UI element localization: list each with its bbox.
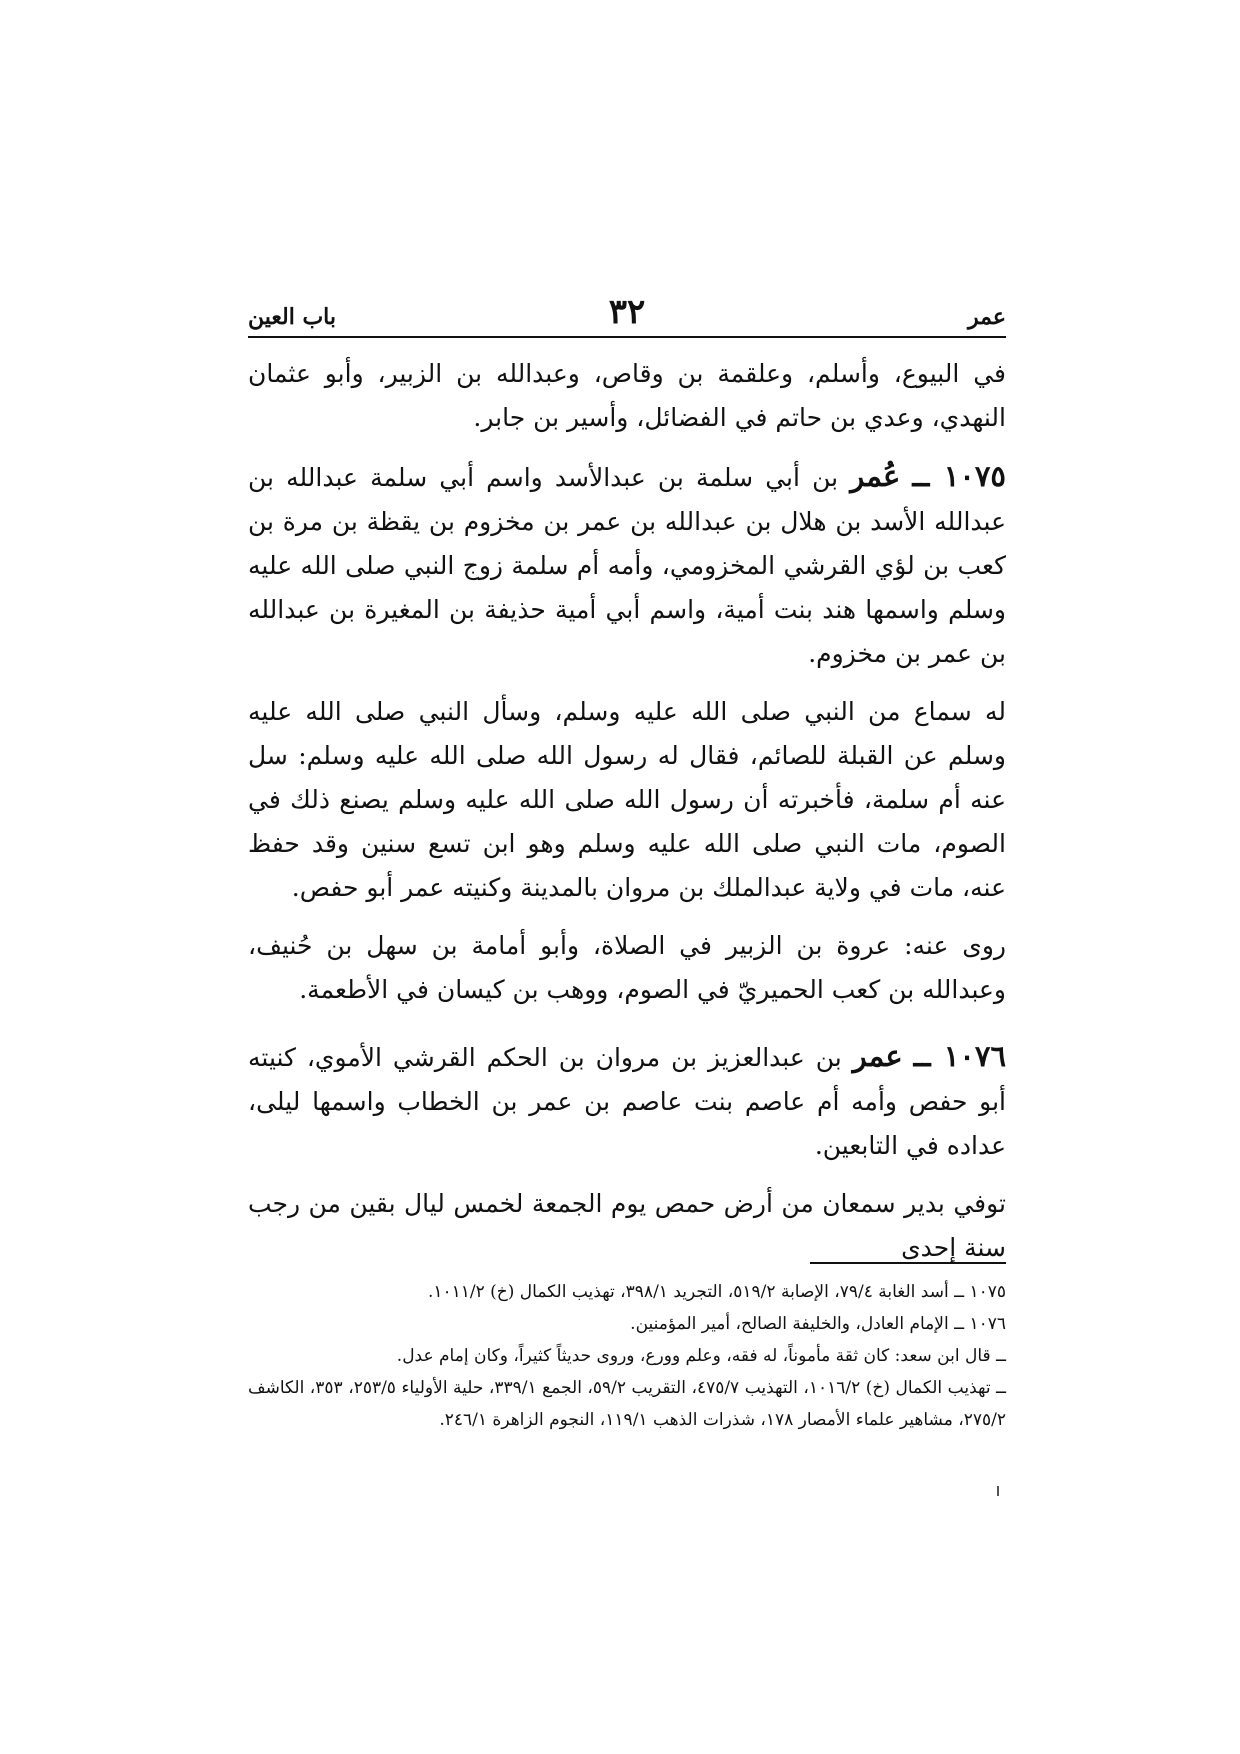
footnote-1076: ١٠٧٦ ــ الإمام العادل، والخليفة الصالح، أمير المؤمنين. — [630, 1314, 1006, 1334]
running-entry-name: عمر — [968, 304, 1006, 330]
running-section-title: باب العين — [248, 304, 337, 330]
entry-text: بن أبي سلمة بن عبدالأسد واسم أبي سلمة عبدالله بن عبدالله الأسد بن هلال بن عبدالله بن عمر بن مخزوم بن يقظة بن مرة بن كعب بن لؤي القرشي المخزومي، وأمه أم سلمة زوج النبي صلى الله عليه وسلم واسمها هند بنت أمية، واسم أبي أمية حذيفة بن المغيرة بن عبدالله بن عمر بن مخزوم. — [248, 463, 1006, 668]
footnote-divider — [810, 1262, 1006, 1264]
footnote-sources: ــ تهذيب الكمال (خ) ١٠١٦/٢، التهذيب ٤٧٥/٧، التقريب ٥٩/٢، الجمع ٣٣٩/١، حلية الأولياء ٢٥٣/٥، ٣٥٣، الكاشف ٢٧٥/٢، مشاهير علماء الأمصار ١٧٨، شذرات الذهب ١١٩/١، النجوم الزاهرة ٢٤٦/١. — [248, 1378, 1007, 1430]
page-header — [248, 282, 1006, 338]
paragraph-biography: له سماع من النبي صلى الله عليه وسلم، وسأل النبي صلى الله عليه وسلم عن القبلة للصائم، فقال له رسول الله صلى الله عليه وسلم: سل عنه أم سلمة، فأخبرته أن رسول الله صلى الله عليه وسلم يصنع ذلك في الصوم، مات النبي صلى الله عليه وسلم وهو ابن تسع سنين وقد حفظ عنه، مات في ولاية عبدالملك بن مروان بالمدينة وكنيته عمر أبو حفص. — [248, 697, 1006, 902]
entry-text: بن عبدالعزيز بن مروان بن الحكم القرشي الأموي، كنيته أبو حفص وأمه أم عاصم بنت عاصم بن عمر بن الخطاب واسمها ليلى، عداده في التابعين. — [248, 1043, 1006, 1160]
footnote-1075: ١٠٧٥ ــ أسد الغابة ٧٩/٤، الإصابة ٥١٩/٢، التجريد ٣٩٨/١، تهذيب الكمال (خ) ١٠١١/٢. — [427, 1282, 1006, 1302]
paragraph-narrators: روى عنه: عروة بن الزبير في الصلاة، وأبو أمامة بن سهل بن حُنيف، وعبدالله بن كعب الحميريّ في الصوم، ووهب بن كيسان في الأطعمة. — [248, 931, 1006, 1004]
entry-number: ١٠٧٦ ــ — [913, 1039, 1007, 1073]
entry-1075 — [248, 454, 1006, 676]
entry-number: ١٠٧٥ ــ — [912, 459, 1007, 493]
main-text — [248, 352, 1006, 1284]
paragraph-death: توفي بدير سمعان من أرض حمص يوم الجمعة لخمس ليال بقين من رجب سنة إحدى — [248, 1189, 1006, 1262]
entry-headword: عُمر — [850, 459, 901, 493]
footnotes — [248, 1276, 1006, 1436]
page-number: ٣٢ — [608, 292, 646, 332]
entry-headword: عمر — [852, 1039, 903, 1073]
paragraph-continuation: في البيوع، وأسلم، وعلقمة بن وقاص، وعبدالله بن الزبير، وأبو عثمان النهدي، وعدي بن حاتم في الفضائل، وأسير بن جابر. — [248, 359, 1006, 432]
footnote-ibn-saad: ــ قال ابن سعد: كان ثقة مأموناً، له فقه، وعلم وورع، وروى حديثاً كثيراً، وكان إمام عدل. — [396, 1346, 1006, 1366]
print-mark — [997, 1486, 999, 1496]
entry-1076 — [248, 1034, 1006, 1168]
